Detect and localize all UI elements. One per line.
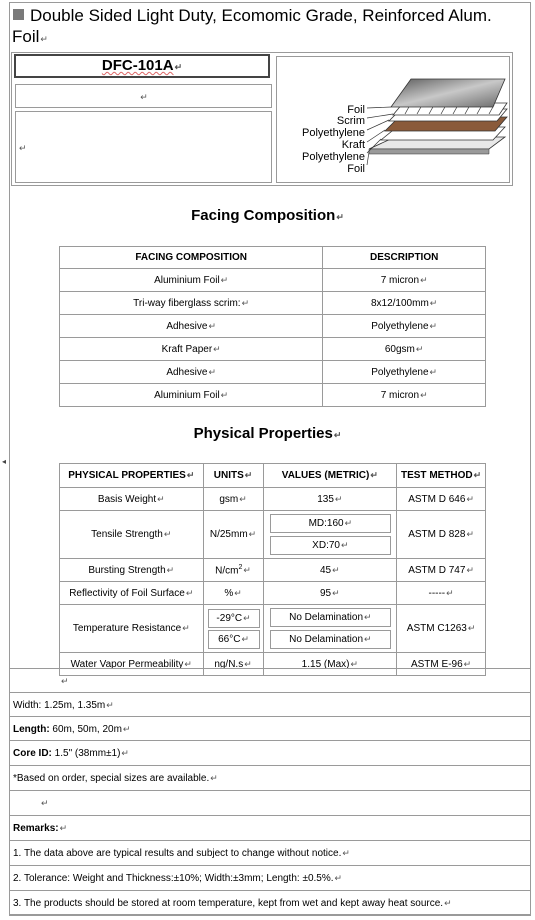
table-row (60, 384, 486, 407)
remark-item: 3. The products should be stored at room temperature, kept from wet and kept away heat source.↵ (10, 890, 531, 915)
spec-length: Length: 60m, 50m, 20m↵ (10, 716, 531, 740)
nested-cell: -29°C↵ (208, 609, 260, 628)
remark-item: 2. Tolerance: Weight and Thickness:±10%; Width:±3mm; Length: ±0.5%.↵ (10, 865, 531, 890)
physical-section-title: Physical Properties↵ (193, 425, 342, 442)
table-cell: Temperature Resistance↵ (60, 605, 204, 653)
column-header: VALUES (METRIC)↵ (263, 464, 397, 488)
table-row (60, 292, 486, 315)
bullet-square-icon (13, 9, 24, 20)
table-cell: %↵ (203, 582, 263, 605)
layer-diagram (276, 56, 510, 183)
column-header: UNITS↵ (203, 464, 263, 488)
table-row (60, 338, 486, 361)
remarks-heading: Remarks:↵ (10, 815, 531, 840)
title-text: Double Sided Light Duty, Ecomomic Grade, Reinforced Alum. Foil (12, 6, 492, 46)
table-row (60, 488, 486, 511)
product-code-box: DFC-101A↵ (14, 54, 270, 78)
table-cell (203, 605, 263, 653)
table-cell: Polyethylene↵ (323, 361, 486, 384)
table-row (60, 361, 486, 384)
nested-cell: No Delamination↵ (270, 630, 392, 649)
table-cell: 1.15 (Max)↵ (263, 653, 397, 676)
table-cell (263, 605, 397, 653)
table-cell: Tensile Strength↵ (60, 511, 204, 559)
nested-cell: XD:70↵ (270, 536, 392, 555)
table-cell: 95↵ (263, 582, 397, 605)
column-header: PHYSICAL PROPERTIES↵ (60, 464, 204, 488)
spec-width: Width: 1.25m, 1.35m↵ (10, 692, 531, 716)
layer-label-polyethylene-1: Polyethylene (302, 127, 365, 139)
table-cell: Tri-way fiberglass scrim:↵ (60, 292, 323, 315)
layer-label-kraft: Kraft (341, 139, 365, 151)
document-title: Double Sided Light Duty, Ecomomic Grade, Reinforced Alum. Foil↵ (12, 6, 492, 46)
margin-marker: ◂ (2, 457, 7, 466)
table-row (60, 582, 486, 605)
layer-foil-top (391, 79, 505, 107)
table-cell: ASTM C1263↵ (397, 605, 486, 653)
spec-note: *Based on order, special sizes are available.↵ (10, 765, 531, 790)
blank-cell: ↵ (15, 84, 272, 108)
column-header: DESCRIPTION (323, 247, 486, 269)
remark-item: 1. The data above are typical results and subject to change without notice.↵ (10, 840, 531, 865)
table-row (60, 605, 486, 653)
table-cell: Adhesive↵ (60, 315, 323, 338)
table-cell: 45↵ (263, 559, 397, 582)
nested-cell: 66°C↵ (208, 630, 260, 649)
column-header: FACING COMPOSITION (60, 247, 323, 269)
table-header-row (60, 247, 486, 269)
table-cell (263, 511, 397, 559)
facing-table (59, 246, 486, 407)
table-cell: -----↵ (397, 582, 486, 605)
blank-cell-large: ↵ (15, 111, 272, 183)
table-cell: ASTM D 828↵ (397, 511, 486, 559)
table-cell: Polyethylene↵ (323, 315, 486, 338)
spec-core-id: Core ID: 1.5" (38mm±1)↵ (10, 740, 531, 765)
table-cell: 7 micron↵ (323, 384, 486, 407)
table-cell: $N/cm^2↵$ (203, 559, 263, 582)
table-cell: ASTM E-96↵ (397, 653, 486, 676)
table-cell: ASTM D 747↵ (397, 559, 486, 582)
table-cell: Water Vapor Permeability↵ (60, 653, 204, 676)
table-cell: 8x12/100mm↵ (323, 292, 486, 315)
table-cell: Reflectivity of Foil Surface↵ (60, 582, 204, 605)
table-cell: Adhesive↵ (60, 361, 323, 384)
layer-label-scrim: Scrim (336, 115, 365, 127)
table-cell: 7 micron↵ (323, 269, 486, 292)
table-cell: gsm↵ (203, 488, 263, 511)
spec-blank-row: ↵ (10, 668, 531, 692)
table-cell: Kraft Paper↵ (60, 338, 323, 361)
table-cell: ng/N.s↵ (203, 653, 263, 676)
table-row (60, 269, 486, 292)
table-cell: Bursting Strength↵ (60, 559, 204, 582)
table-row (60, 315, 486, 338)
layer-label-polyethylene-2: Polyethylene (302, 151, 365, 163)
physical-table (59, 463, 486, 676)
product-code: DFC-101A (101, 57, 174, 74)
spec-blank-row-2: ↵ (10, 790, 531, 815)
nested-cell: No Delamination↵ (270, 608, 392, 627)
column-header: TEST METHOD↵ (397, 464, 486, 488)
table-cell: Basis Weight↵ (60, 488, 204, 511)
table-cell: 135↵ (263, 488, 397, 511)
layer-label-foil-2: Foil (347, 163, 365, 175)
nested-cell: MD:160↵ (270, 514, 392, 533)
table-cell: Aluminium Foil↵ (60, 269, 323, 292)
table-cell: Aluminium Foil↵ (60, 384, 323, 407)
layer-diagram-svg (277, 57, 509, 182)
table-cell: 60gsm↵ (323, 338, 486, 361)
table-cell: N/25mm↵ (203, 511, 263, 559)
table-row (60, 559, 486, 582)
table-cell: ASTM D 646↵ (397, 488, 486, 511)
table-row (60, 511, 486, 559)
table-header-row (60, 464, 486, 488)
facing-section-title: Facing Composition↵ (191, 207, 344, 224)
layer-label-foil-1: Foil (347, 104, 365, 116)
